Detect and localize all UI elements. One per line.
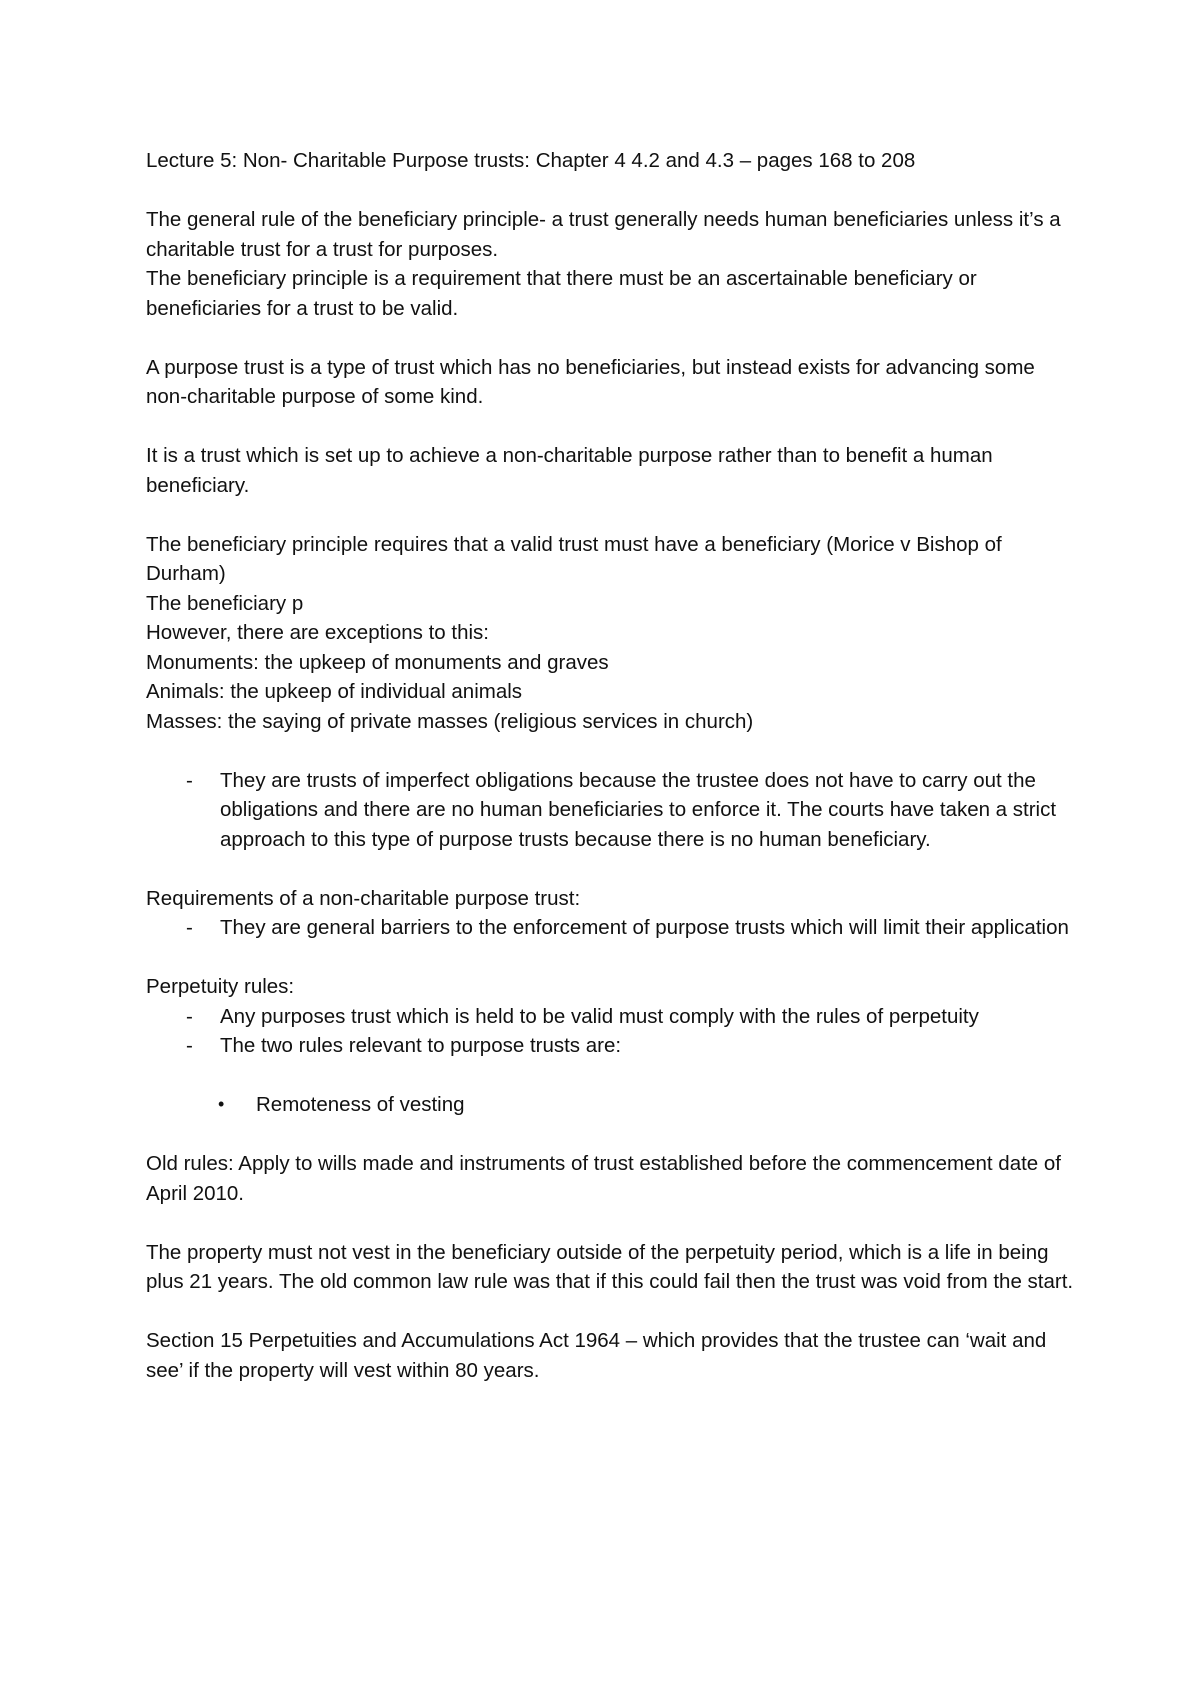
list-item xyxy=(146,913,1076,943)
spacer xyxy=(146,736,1076,766)
requirements-item-text: They are general barriers to the enforcement of purpose trusts which will limit their application xyxy=(220,916,1069,939)
trust-setup-paragraph: It is a trust which is set up to achieve a non-charitable purpose rather than to benefit a human beneficiary. xyxy=(146,444,993,497)
lecture-title: Lecture 5: Non- Charitable Purpose trusts: Chapter 4 4.2 and 4.3 – pages 168 to 208 xyxy=(146,149,916,172)
purpose-trust-paragraph: A purpose trust is a type of trust which has no beneficiaries, but instead exists for advancing some non-charitable purpose of some kind. xyxy=(146,355,1035,408)
list-item xyxy=(146,766,1076,855)
dash-marker: - xyxy=(186,916,193,939)
dash-marker: - xyxy=(186,768,193,792)
spacer xyxy=(146,176,1076,206)
requirements-heading: Requirements of a non-charitable purpose trust: xyxy=(146,886,581,910)
bullet-marker: • xyxy=(218,1094,225,1114)
spacer xyxy=(146,500,1076,530)
beneficiary-fragment: The beneficiary p xyxy=(146,591,304,615)
dash-marker: - xyxy=(186,1004,193,1028)
imperfect-obligations-text: They are trusts of imperfect obligations because the trustee does not have to carry out the obligations and there are no human beneficiaries to enforce it. The courts have taken a strict approach to this type of purpose trusts because there is no human beneficiary. xyxy=(220,768,1057,851)
exception-monuments: Monuments: the upkeep of monuments and graves xyxy=(146,650,609,674)
document-body xyxy=(146,146,1076,1385)
section-15-paragraph: Section 15 Perpetuities and Accumulations Act 1964 – which provides that the trustee can ‘wait and see’ if the property will vest within 80 years. xyxy=(146,1329,1047,1382)
spacer xyxy=(146,323,1076,353)
list-item xyxy=(146,1031,1076,1061)
beneficiary-principle-paragraph: The beneficiary principle requires that a valid trust must have a beneficiary (Morice v Bishop of Durham) xyxy=(146,532,1002,585)
spacer xyxy=(146,1061,1076,1091)
perpetuity-heading: Perpetuity rules: xyxy=(146,975,295,998)
exceptions-heading: However, there are exceptions to this: xyxy=(146,621,489,644)
spacer xyxy=(146,1120,1076,1150)
spacer xyxy=(146,943,1076,973)
intro-paragraph-1: The general rule of the beneficiary principle- a trust generally needs human beneficiaries unless it’s a charitable trust for a trust for purposes. xyxy=(146,208,1061,261)
perpetuity-item-1-text: Any purposes trust which is held to be valid must comply with the rules of perpetuity xyxy=(220,1004,979,1028)
exception-masses: Masses: the saying of private masses (religious services in church) xyxy=(146,709,754,733)
dash-marker: - xyxy=(186,1034,193,1057)
spacer xyxy=(146,1208,1076,1238)
spacer xyxy=(146,412,1076,442)
spacer xyxy=(146,854,1076,884)
perpetuity-item-2-text: The two rules relevant to purpose trusts are: xyxy=(220,1034,622,1057)
list-item xyxy=(146,1002,1076,1032)
spacer xyxy=(146,1297,1076,1327)
intro-paragraph-2: The beneficiary principle is a requirement that there must be an ascertainable beneficiary or beneficiaries for a trust to be valid. xyxy=(146,267,977,320)
property-vest-paragraph: The property must not vest in the beneficiary outside of the perpetuity period, which is a life in being plus 21 years. The old common law rule was that if this could fail then the trust was void from the start. xyxy=(146,1240,1074,1293)
old-rules-paragraph: Old rules: Apply to wills made and instruments of trust established before the commencement date of April 2010. xyxy=(146,1152,1061,1205)
list-item xyxy=(146,1090,1076,1120)
exception-animals: Animals: the upkeep of individual animals xyxy=(146,680,523,703)
remoteness-of-vesting-text: Remoteness of vesting xyxy=(256,1093,465,1116)
